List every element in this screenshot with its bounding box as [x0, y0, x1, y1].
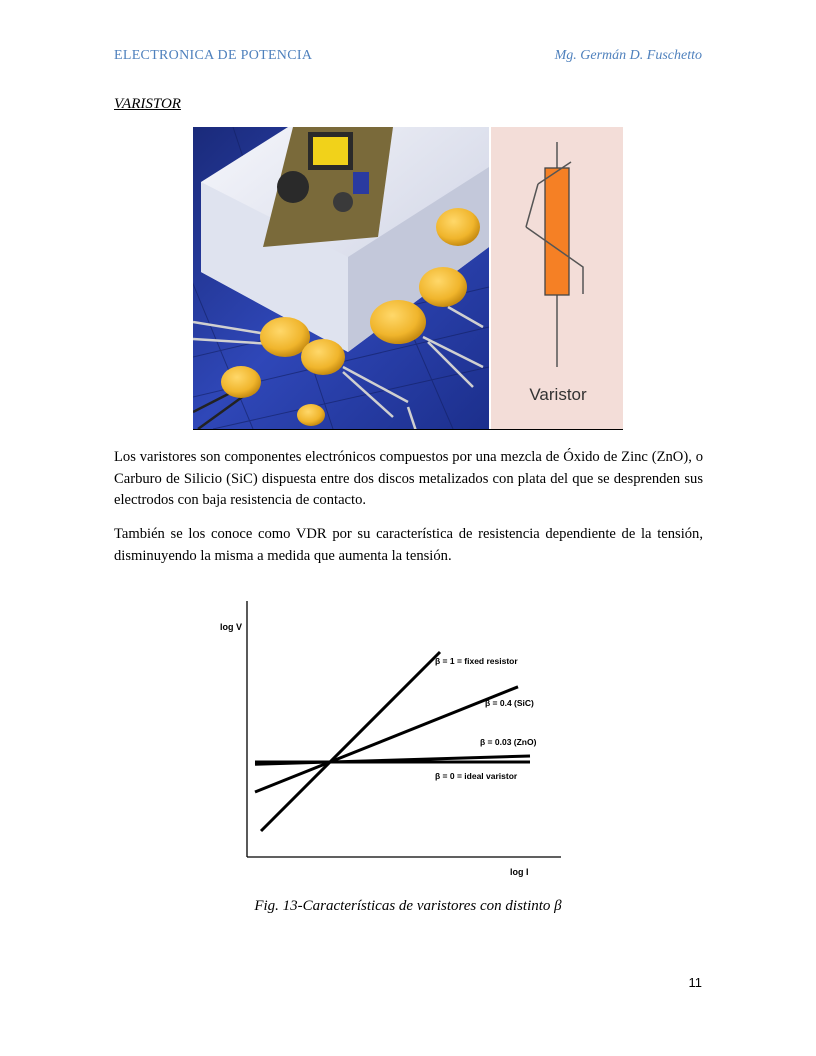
series-label-0: β = 1 = fixed resistor — [435, 656, 518, 666]
symbol-label: Varistor — [529, 385, 587, 404]
figure-rule — [193, 429, 623, 430]
series-label-1: β = 0.4 (SiC) — [485, 698, 534, 708]
section-title: VARISTOR — [114, 96, 181, 112]
beta-chart — [205, 595, 575, 885]
header-title: ELECTRONICA DE POTENCIA — [114, 48, 313, 63]
varistor-photo-collage — [193, 127, 623, 429]
series-label-2: β = 0.03 (ZnO) — [480, 737, 537, 747]
x-axis-label: log I — [510, 867, 529, 877]
header-author: Mg. Germán D. Fuschetto — [554, 48, 702, 63]
varistor-photo — [193, 127, 489, 429]
chart-svg — [205, 595, 575, 885]
page-number: 11 — [688, 975, 702, 990]
paragraph-vdr: También se los conoce como VDR por su característica de resistencia dependiente de la tensión, disminuyendo la misma a medida que aumenta la tensión. — [114, 526, 703, 564]
y-axis-label: log V — [220, 622, 242, 632]
series-layer — [255, 652, 537, 831]
paragraph-composition: Los varistores son componentes electrónicos compuestos por una mezcla de Óxido de Zinc (ZnO), o Carburo de Silicio (SiC) dispuesta entre dos discos metalizados con plata del que se desprenden sus electrodos con baja resistencia de contacto. — [114, 449, 703, 508]
varistor-symbol — [491, 127, 623, 429]
varistor-figure — [193, 127, 623, 429]
figure-caption: Fig. 13-Características de varistores con distinto β — [254, 898, 562, 914]
series-line-0 — [261, 652, 440, 831]
series-label-3: β = 0 = ideal varistor — [435, 771, 518, 781]
